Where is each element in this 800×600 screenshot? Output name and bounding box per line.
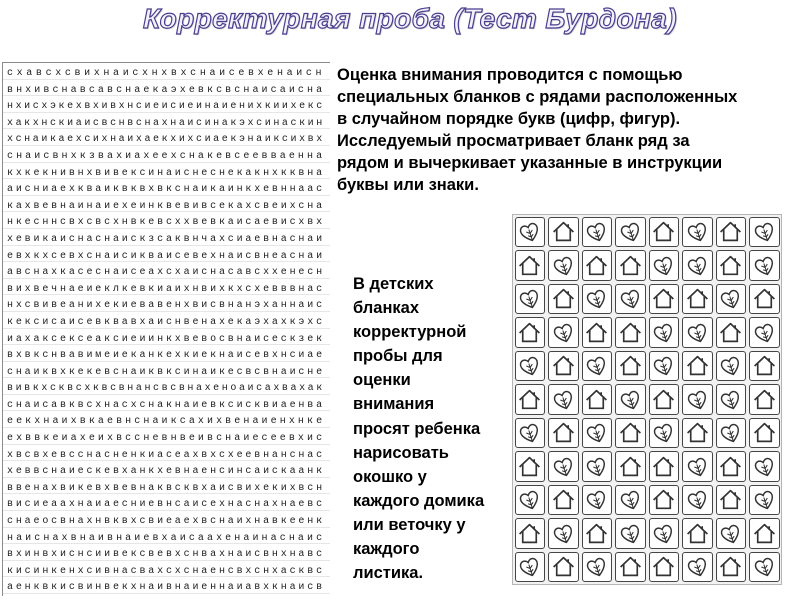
house-icon [651,487,676,512]
slide-title: Корректурная проба (Тест Бурдона) [143,3,677,34]
house-icon [551,286,576,311]
letter-row [3,461,330,478]
leaf-icon [718,387,743,412]
grid-cell [749,485,780,516]
letter-row-text: наиснахвнаивнаиевхаисаахенаинаснаис [7,532,326,544]
letter-row [3,113,330,130]
leaf-icon [685,387,710,412]
house-icon [551,353,576,378]
leaf-icon [517,353,542,378]
house-icon [517,521,542,546]
grid-cell [682,351,713,382]
leaf-icon [752,320,777,345]
note-line: каждого [353,540,420,559]
leaf-icon [584,353,609,378]
note-line: оценки [353,371,411,390]
grid-cell [548,451,579,482]
letter-row [3,544,330,561]
grid-cell [682,451,713,482]
leaf-icon [618,521,643,546]
house-icon [718,487,743,512]
note-line: В детских [353,275,434,293]
house-icon [618,253,643,278]
grid-cell [615,451,646,482]
leaf-icon [718,420,743,445]
house-icon [685,521,710,546]
grid-cell [615,217,646,248]
leaf-icon [551,253,576,278]
leaf-icon [685,320,710,345]
leaf-icon [618,387,643,412]
letter-row [3,146,330,163]
grid-cell [515,250,546,281]
letter-row-text: аисниаехкваиквквхвкснаикаинкхевннаас [7,184,325,196]
letter-row-text: нхисхэкехвхивхнсиеисиеинаиенихкиихекс [7,101,325,113]
house-icon [551,219,576,244]
grid-cell [615,317,646,348]
leaf-icon [584,286,609,311]
house-icon [651,387,676,412]
letter-row-text: вхвкснвавимеиеканкехкиекнаисевхнсиае [7,350,325,362]
grid-cell [548,552,579,583]
letter-row-text: снаеосвнахнвквхсвиеаехвснаихнавкеенк [7,516,325,528]
letter-row [3,262,330,279]
house-icon [584,320,609,345]
leaf-icon [618,286,643,311]
leaf-icon [718,521,743,546]
house-icon [618,353,643,378]
letter-row-text: хевикаиснаснаискзсаквнчахсиаевнаснаи [7,233,325,245]
grid-cell [615,552,646,583]
letter-row-text: вхинвхиснсиивексвевхснвахнаисвнхнавс [7,549,325,561]
grid-cell [548,284,579,315]
letter-row-text: снаисвнхкзвахиахеехснакевсеевваенна [7,150,326,162]
grid-cell [548,485,579,516]
leaf-icon [517,420,542,445]
grid-cell [548,217,579,248]
grid-cell [515,518,546,549]
leaf-icon [618,219,643,244]
grid-cell [649,451,680,482]
grid-cell [749,451,780,482]
grid-cell [548,418,579,449]
grid-cell [682,384,713,415]
grid-cell [515,351,546,382]
grid-cell [716,351,747,382]
letter-row-text: снаиквхкекевснаиквксинаикесвсвнаисне [7,366,325,378]
grid-cell [682,250,713,281]
description-line: буквы или знаки. [337,176,479,194]
grid-cell [649,518,680,549]
description-line: Исследуемый просматривает бланк ряд за [337,132,690,150]
house-icon [651,554,676,579]
grid-cell [582,418,613,449]
house-icon [718,253,743,278]
grid-cell [582,317,613,348]
grid-cell [749,284,780,315]
letter-row-text: иахаксексеаксиеиинкхвевосвнаисескзек [7,333,325,345]
house-icon [584,521,609,546]
leaf-icon [651,521,676,546]
grid-cell [649,351,680,382]
letter-row-text: авснахкасеснаисеахсхаиснасавсххенесн [7,267,325,279]
grid-cell [582,451,613,482]
grid-cell [615,384,646,415]
grid-cell [515,217,546,248]
grid-cell [749,351,780,382]
letter-row-text: ввенахвикевхвевнаквсквхаисвихекихвсн [7,482,325,494]
letter-row-text: кахвевнаинаиехеинквевивсекахсвеихсна [7,200,325,212]
house-icon [718,554,743,579]
leaf-icon [551,521,576,546]
grid-cell [749,518,780,549]
leaf-icon [551,387,576,412]
leaf-icon [752,487,777,512]
leaf-icon [584,420,609,445]
letter-row [3,445,330,462]
letter-row-text: хснаикаехсихнаихаекхихсиаекэнаиксихвх [7,134,325,146]
note-line: каждого домика [353,491,485,510]
house-icon [618,320,643,345]
leaf-icon [685,219,710,244]
letter-row [3,196,330,213]
grid-cell [682,418,713,449]
grid-cell [515,384,546,415]
note-line: бланках [353,299,420,318]
letter-row-text: внхивснавсавснаекаэхевксвснаисаисна [7,84,326,96]
house-icon [517,253,542,278]
grid-cell [649,217,680,248]
description-text [337,64,737,196]
grid-cell [682,518,713,549]
house-icon [685,286,710,311]
house-icon [517,320,542,345]
letter-row [3,129,330,146]
grid-cell [649,250,680,281]
grid-cell [515,485,546,516]
letter-row-text: евхкхсевхснаисикваисевехнаисвнеаснаи [7,250,325,262]
grid-cell [548,351,579,382]
grid-cell [615,418,646,449]
house-icon [517,454,542,479]
grid-cell [515,317,546,348]
letter-row [3,80,330,97]
leaf-icon [685,454,710,479]
leaf-icon [651,353,676,378]
grid-cell [582,552,613,583]
letter-row-text: снаисавквсхнасхснакнаиевксисквиаенва [7,399,325,411]
leaf-icon [651,320,676,345]
leaf-icon [517,219,542,244]
letter-row [3,179,330,196]
letter-row [3,494,330,511]
letter-row-text: хакхнскиаисвснвснахнаисинакэхсинаскин [7,117,325,129]
leaf-icon [752,454,777,479]
house-icon [517,387,542,412]
letter-row [3,329,330,346]
leaf-icon [718,286,743,311]
house-icon [584,253,609,278]
letter-row [3,411,330,428]
letter-row-text: хеввснаиескевханкхевнаенсинсаискаанк [7,466,325,478]
letter-row-text: аенквкисвинвекхнаивнаиеннаиавхкнаисв [7,582,325,594]
letter-row [3,295,330,312]
leaf-icon [651,253,676,278]
letter-row-text: нхсвивеанихекиевавенхвисвнанэханнаис [7,300,325,312]
house-icon [752,387,777,412]
grid-cell [515,552,546,583]
leaf-icon [718,353,743,378]
grid-cell [582,284,613,315]
grid-cell [682,217,713,248]
house-icon [618,554,643,579]
letter-row-text: висиеаахнаиаесниевнсаисехнаснахнаевс [7,499,325,511]
grid-cell [749,250,780,281]
leaf-icon [551,454,576,479]
house-icon [752,353,777,378]
grid-cell [649,485,680,516]
grid-cell [649,317,680,348]
grid-cell [716,250,747,281]
letter-row [3,577,330,594]
house-icon [685,420,710,445]
grid-cell [716,485,747,516]
letter-row [3,511,330,528]
description-line: специальных бланков с рядами расположенных [337,88,738,106]
note-line: нарисовать [353,443,449,462]
grid-cell [682,552,713,583]
note-line: пробы для [353,347,443,366]
letter-row-text: вивкхсквсхквсвнансвсвнахеноаисахвахак [7,383,325,395]
letter-row-text: кексисаисевквавхаиснвенахекаэхахкэхс [7,316,325,328]
grid-cell [615,485,646,516]
grid-cell [582,351,613,382]
letter-table [2,62,330,596]
grid-cell [548,250,579,281]
house-icon [551,420,576,445]
leaf-icon [752,554,777,579]
note-line: или веточку у [353,515,466,534]
letter-row [3,312,330,329]
letter-row-text: еекхнаихвкаевнснаиксахихвенаиенхнке [7,416,326,428]
leaf-icon [752,219,777,244]
house-icon [651,219,676,244]
leaf-icon [517,487,542,512]
letter-row-text: вихвечнаеиеклкевкиаихнвихкхсхевввнас [7,283,325,295]
leaf-icon [752,253,777,278]
grid-cell [716,317,747,348]
letter-row-text: хвсвхевсснасненкиасеахвхсхеевнанснас [7,449,325,461]
grid-cell [682,317,713,348]
house-icon [618,454,643,479]
letter-row-text: кхкекнивнхвивексинаиснеснекакнхкквна [7,167,325,179]
grid-cell [716,518,747,549]
house-icon [718,454,743,479]
note-line: листика. [353,564,424,583]
note-text-box [345,268,512,594]
note-line: просят ребенка [353,419,481,438]
house-icon [551,554,576,579]
grid-cell [615,250,646,281]
house-icon [752,521,777,546]
letter-row [3,528,330,545]
letter-row [3,395,330,412]
grid-cell [682,284,713,315]
icon-grid [512,214,782,585]
grid-cell [582,485,613,516]
leaf-icon [551,320,576,345]
letter-row [3,428,330,445]
grid-cell [515,284,546,315]
letter-row-text: ехввкеиахеихвссневнвеивснаиесеевхис [7,433,326,445]
grid-cell [582,250,613,281]
grid-cell [649,384,680,415]
grid-cell [749,217,780,248]
grid-cell [615,284,646,315]
letter-row [3,96,330,113]
house-icon [551,487,576,512]
letter-row [3,345,330,362]
grid-cell [716,284,747,315]
grid-cell [515,418,546,449]
letter-row [3,561,330,578]
house-icon [752,286,777,311]
description-line: Оценка внимания проводится с помощью [337,66,683,84]
grid-cell [649,418,680,449]
grid-cell [615,518,646,549]
letter-row [3,212,330,229]
letter-row [3,163,330,180]
letter-row [3,229,330,246]
house-icon [651,454,676,479]
grid-cell [548,518,579,549]
leaf-icon [584,454,609,479]
grid-cell [548,317,579,348]
leaf-icon [651,420,676,445]
grid-cell [716,451,747,482]
grid-cell [615,351,646,382]
grid-cell [582,384,613,415]
letter-row [3,478,330,495]
leaf-icon [685,253,710,278]
leaf-icon [517,286,542,311]
note-line: корректурной [353,323,467,342]
note-line: окошко у [353,467,427,486]
house-icon [651,286,676,311]
letter-row [3,362,330,379]
note-line: внимания [353,395,435,414]
grid-cell [582,217,613,248]
letter-row [3,246,330,263]
leaf-icon [584,554,609,579]
leaf-icon [584,487,609,512]
leaf-icon [584,219,609,244]
grid-cell [716,552,747,583]
house-icon [718,219,743,244]
letter-row-text: кисинкенхсивнасвахсхснаенсвхснхасквс [7,565,325,577]
leaf-icon [517,554,542,579]
letter-row-text: нкесннсвхсвсхнвкевсххвевкаисаевисхвх [7,217,325,229]
grid-cell [716,384,747,415]
house-icon [718,320,743,345]
grid-cell [716,217,747,248]
house-icon [752,420,777,445]
description-line: в случайном порядке букв (цифр, фигур). [337,110,681,128]
grid-cell [649,284,680,315]
grid-cell [548,384,579,415]
grid-cell [515,451,546,482]
grid-cell [749,317,780,348]
grid-cell [749,384,780,415]
house-icon [618,420,643,445]
description-line: рядом и вычеркивает указанные в инструкции [337,154,723,172]
grid-cell [716,418,747,449]
grid-cell [749,418,780,449]
letter-row [3,378,330,395]
house-icon [584,387,609,412]
leaf-icon [618,487,643,512]
grid-cell [749,552,780,583]
leaf-icon [685,554,710,579]
letter-row [3,63,330,80]
letter-row [3,279,330,296]
house-icon [685,353,710,378]
leaf-icon [685,487,710,512]
grid-cell [649,552,680,583]
grid-cell [682,485,713,516]
letter-row-text: схавсхсвихнаисхнхвхснаисевхенаисн [7,68,326,79]
grid-cell [582,518,613,549]
